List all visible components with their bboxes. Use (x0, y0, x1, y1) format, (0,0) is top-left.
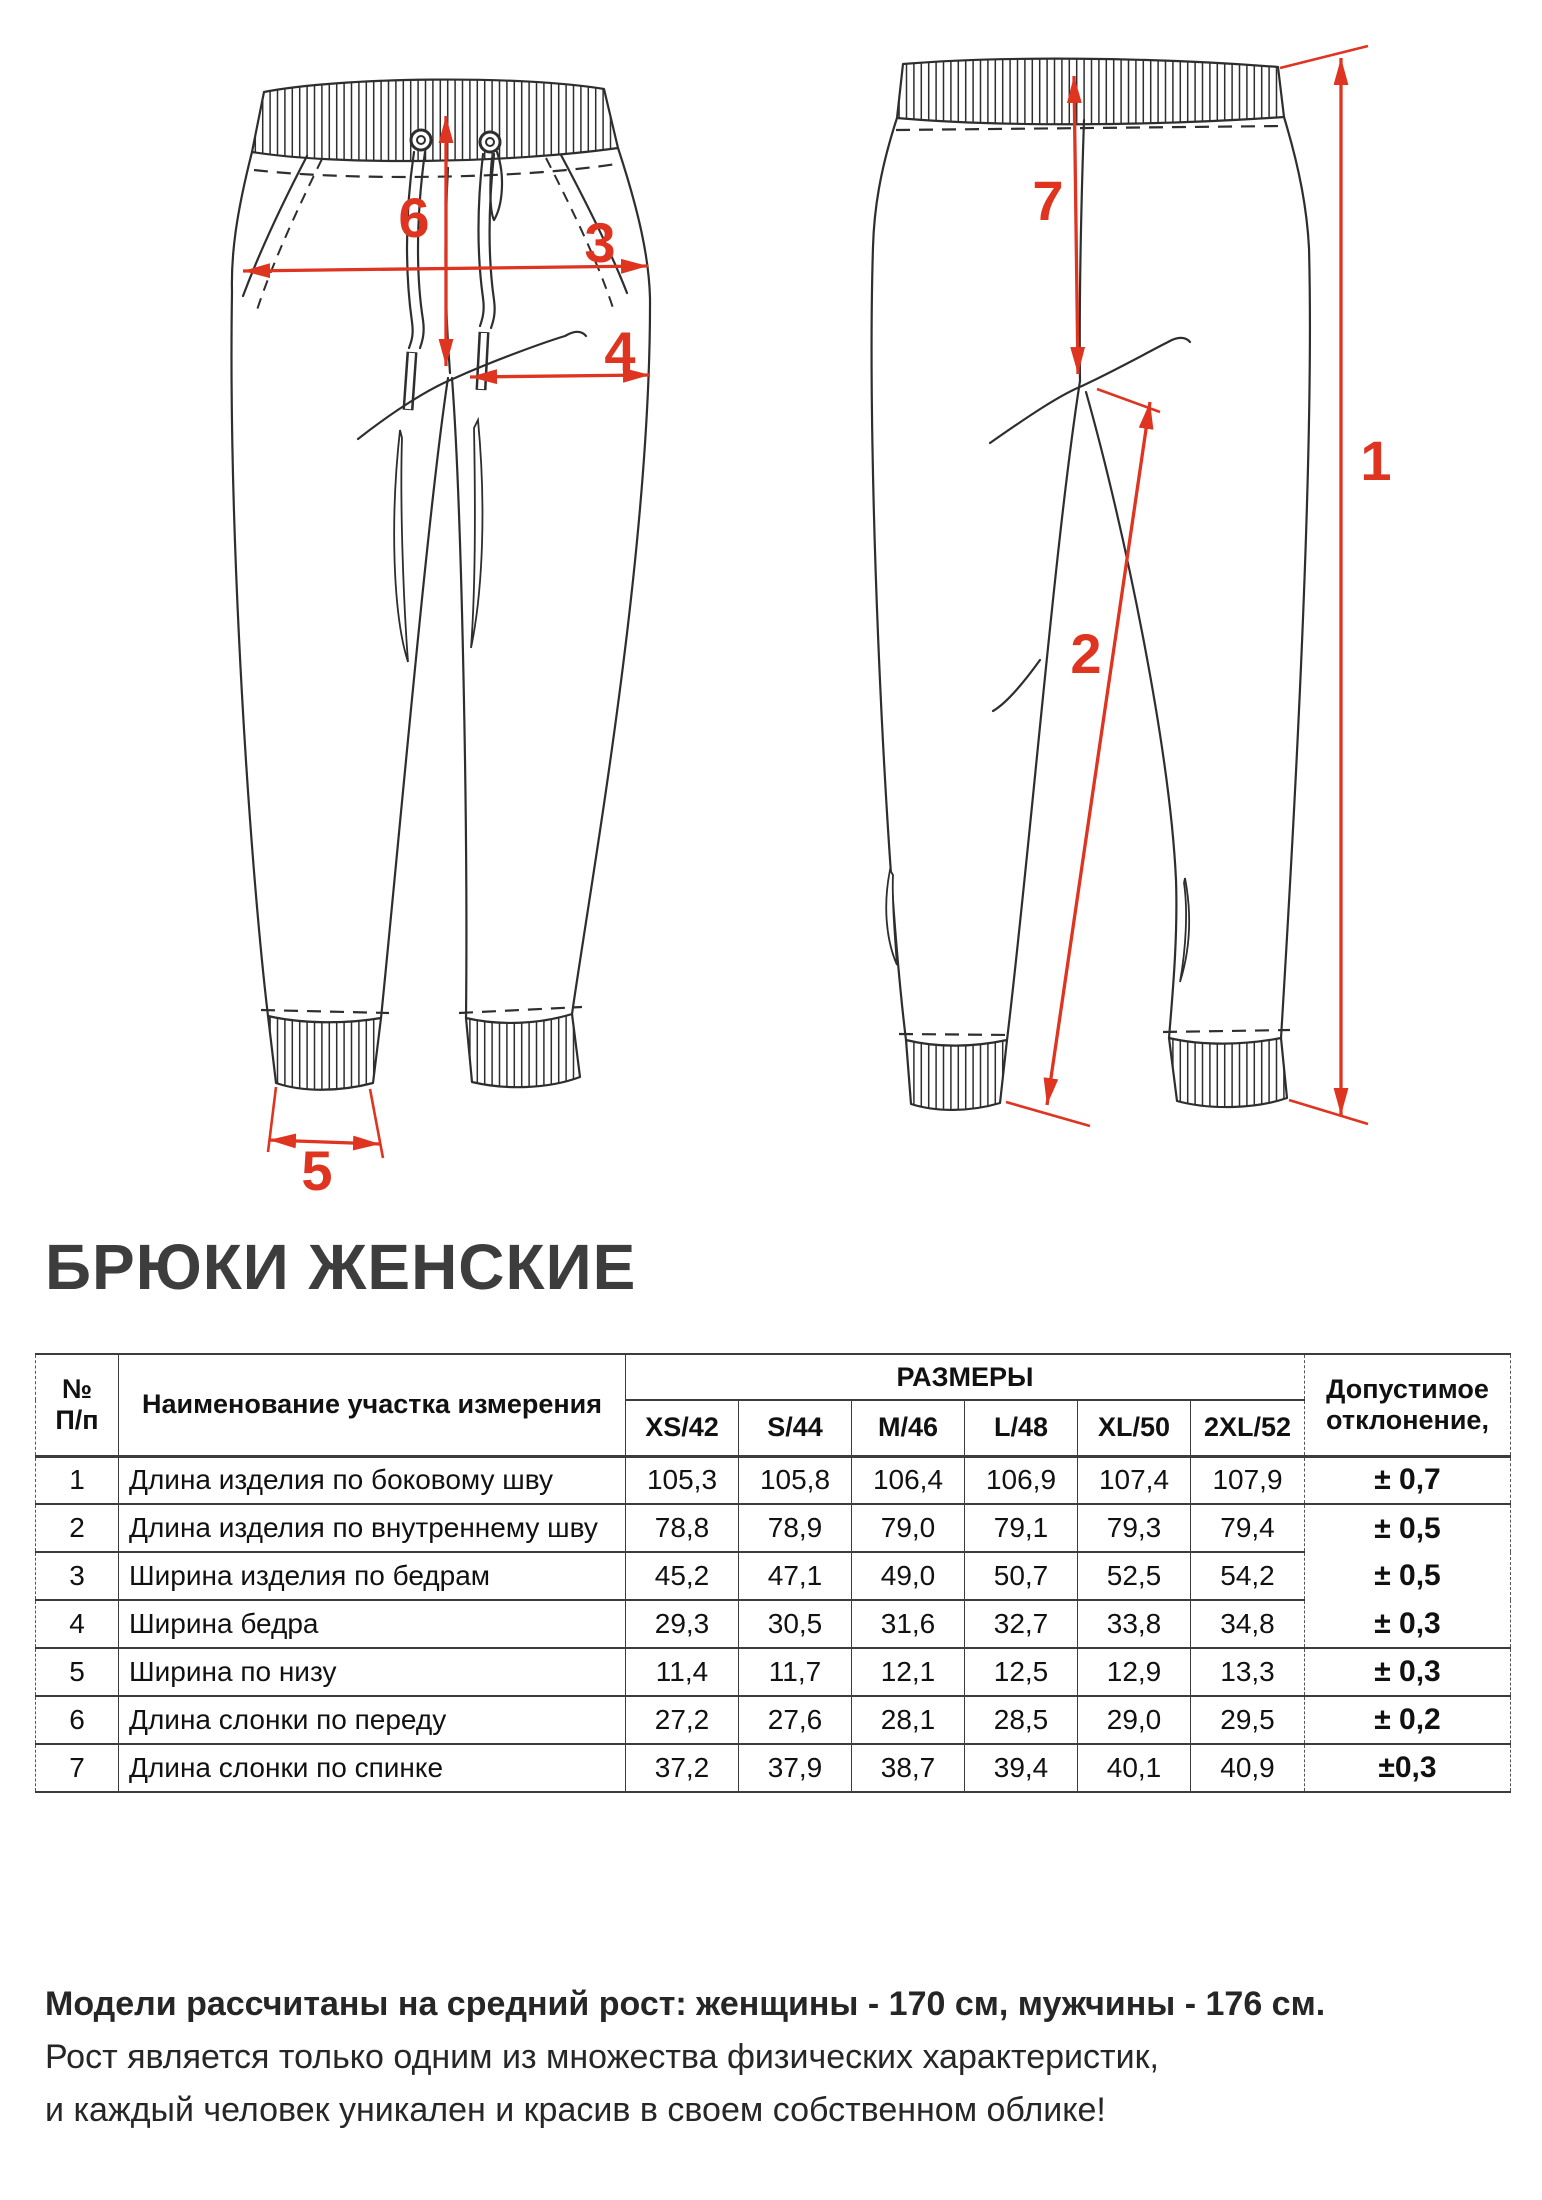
table-row (36, 1600, 1511, 1648)
cell-value: 47,1 (739, 1552, 852, 1600)
back-left-inseam (1007, 381, 1080, 1040)
cell-num: 5 (36, 1648, 119, 1696)
dim-label-2: 2 (1070, 622, 1102, 685)
cell-value: 79,1 (965, 1504, 1078, 1552)
num-sub: П/п (55, 1404, 99, 1435)
cell-value: 107,9 (1191, 1456, 1305, 1504)
front-crotch-wrinkle (358, 332, 586, 439)
table-row (36, 1552, 1511, 1600)
col-header-deviation: Допустимое отклонение, (1305, 1354, 1511, 1456)
cell-value: 38,7 (852, 1744, 965, 1792)
cell-value: 31,6 (852, 1600, 965, 1648)
table-header-row-1 (36, 1354, 1511, 1400)
front-left-side-seam (232, 152, 268, 1016)
cell-value: 32,7 (965, 1600, 1078, 1648)
cell-value: 34,8 (1191, 1600, 1305, 1648)
front-left-pocket-stitch (257, 159, 322, 310)
drawstring-right (478, 152, 502, 390)
back-left-cuff (906, 1040, 1007, 1110)
cell-value: 49,0 (852, 1552, 965, 1600)
cell-num: 6 (36, 1696, 119, 1744)
cell-deviation: ± 0,2 (1305, 1696, 1511, 1744)
cell-value: 30,5 (739, 1600, 852, 1648)
col-header-size-s: S/44 (739, 1400, 852, 1456)
front-left-cuff-stitch (261, 1010, 389, 1013)
page-title: БРЮКИ ЖЕНСКИЕ (45, 1231, 637, 1303)
back-crotch-wrinkle (990, 338, 1190, 443)
footer-note (45, 1978, 1495, 2137)
col-header-sizes: РАЗМЕРЫ (626, 1354, 1305, 1400)
cell-value: 27,2 (626, 1696, 739, 1744)
cell-name: Длина изделия по боковому шву (119, 1456, 626, 1504)
dim-label-6: 6 (398, 186, 430, 249)
cell-value: 105,8 (739, 1456, 852, 1504)
dim-label-4: 4 (604, 320, 636, 383)
cell-deviation: ± 0,5 (1305, 1552, 1511, 1600)
cell-value: 106,9 (965, 1456, 1078, 1504)
back-left-calf-fold (886, 870, 897, 965)
cell-name: Длина слонки по спинке (119, 1744, 626, 1792)
col-header-size-xl: XL/50 (1078, 1400, 1191, 1456)
cell-value: 12,9 (1078, 1648, 1191, 1696)
cell-name: Ширина изделия по бедрам (119, 1552, 626, 1600)
cell-value: 79,4 (1191, 1504, 1305, 1552)
dim-label-7: 7 (1032, 169, 1064, 232)
cell-deviation: ± 0,7 (1305, 1456, 1511, 1504)
cell-value: 33,8 (1078, 1600, 1191, 1648)
table-row (36, 1504, 1511, 1552)
back-right-cuff-stitch (1163, 1030, 1290, 1032)
cell-value: 40,9 (1191, 1744, 1305, 1792)
cell-name: Ширина по низу (119, 1648, 626, 1696)
back-left-cuff-stitch (899, 1034, 1014, 1035)
col-header-size-m: M/46 (852, 1400, 965, 1456)
cell-deviation: ± 0,3 (1305, 1600, 1511, 1648)
cell-num: 2 (36, 1504, 119, 1552)
cell-value: 13,3 (1191, 1648, 1305, 1696)
cell-name: Длина слонки по переду (119, 1696, 626, 1744)
front-left-cuff (268, 1016, 381, 1090)
back-center-seam (1080, 120, 1084, 381)
eyelet-right-hole (486, 138, 494, 146)
cell-value: 39,4 (965, 1744, 1078, 1792)
col-header-name: Наименование участка измерения (119, 1354, 626, 1456)
table-row (36, 1648, 1511, 1696)
front-waistband (252, 80, 618, 161)
col-header-num (36, 1354, 119, 1456)
cell-deviation: ± 0,5 (1305, 1504, 1511, 1552)
cell-value: 78,9 (739, 1504, 852, 1552)
cell-value: 52,5 (1078, 1552, 1191, 1600)
cell-value: 106,4 (852, 1456, 965, 1504)
back-right-calf-fold (1180, 878, 1189, 982)
cell-name: Ширина бедра (119, 1600, 626, 1648)
cell-num: 7 (36, 1744, 119, 1792)
back-waist-stitch (896, 126, 1284, 130)
cell-value: 105,3 (626, 1456, 739, 1504)
back-knee-wrinkle (993, 660, 1040, 711)
back-right-side-seam (1281, 117, 1310, 1038)
cell-value: 40,1 (1078, 1744, 1191, 1792)
cell-value: 79,0 (852, 1504, 965, 1552)
back-right-cuff (1169, 1038, 1287, 1107)
cell-value: 78,8 (626, 1504, 739, 1552)
footer-line-1: Модели рассчитаны на средний рост: женщины - 170 см, мужчины - 176 см. (45, 1985, 1326, 2023)
front-right-inseam (452, 378, 466, 1018)
dim-5-extension-left (268, 1087, 276, 1152)
cell-deviation: ±0,3 (1305, 1744, 1511, 1792)
front-left-pocket-edge (243, 156, 307, 296)
cell-value: 54,2 (1191, 1552, 1305, 1600)
dim-label-3: 3 (584, 211, 616, 274)
front-right-knee-fold (471, 420, 482, 648)
cell-value: 29,3 (626, 1600, 739, 1648)
front-waist-stitch (254, 164, 616, 177)
back-right-inseam (1086, 392, 1176, 1038)
cell-value: 28,1 (852, 1696, 965, 1744)
cell-num: 4 (36, 1600, 119, 1648)
front-view (232, 80, 650, 1202)
dim-2-extension-bottom (1006, 1102, 1090, 1126)
cell-num: 1 (36, 1456, 119, 1504)
num-sign: № (61, 1373, 93, 1404)
front-left-knee-fold (394, 430, 408, 662)
cell-value: 79,3 (1078, 1504, 1191, 1552)
cell-name: Длина изделия по внутреннему шву (119, 1504, 626, 1552)
cell-num: 3 (36, 1552, 119, 1600)
back-waistband (897, 59, 1284, 125)
dim-label-1: 1 (1360, 429, 1392, 492)
front-left-inseam (381, 378, 448, 1018)
cell-value: 11,7 (739, 1648, 852, 1696)
footer-line-2: Рост является только одним из множества физических характеристик, (45, 2038, 1159, 2076)
col-header-size-l: L/48 (965, 1400, 1078, 1456)
cell-value: 28,5 (965, 1696, 1078, 1744)
cell-value: 37,9 (739, 1744, 852, 1792)
cell-value: 12,1 (852, 1648, 965, 1696)
cell-value: 12,5 (965, 1648, 1078, 1696)
table-row (36, 1744, 1511, 1792)
back-view (872, 46, 1392, 1126)
cell-value: 50,7 (965, 1552, 1078, 1600)
table-row (36, 1456, 1511, 1504)
cell-value: 27,6 (739, 1696, 852, 1744)
dim-label-5: 5 (301, 1139, 333, 1202)
cell-value: 11,4 (626, 1648, 739, 1696)
col-header-size-xs: XS/42 (626, 1400, 739, 1456)
front-right-cuff-stitch (459, 1007, 582, 1013)
cell-deviation: ± 0,3 (1305, 1648, 1511, 1696)
footer-line-3: и каждый человек уникален и красив в своем собственном облике! (45, 2091, 1106, 2129)
dim-5-extension-right (370, 1089, 383, 1158)
dim-1-extension-bottom (1289, 1100, 1368, 1124)
dim-1-extension-top (1280, 46, 1368, 68)
size-table (35, 1353, 1511, 1793)
cell-value: 29,5 (1191, 1696, 1305, 1744)
eyelet-left-hole (417, 136, 425, 144)
cell-value: 29,0 (1078, 1696, 1191, 1744)
col-header-size-2xl: 2XL/52 (1191, 1400, 1305, 1456)
table-row (36, 1696, 1511, 1744)
cell-value: 45,2 (626, 1552, 739, 1600)
cell-value: 107,4 (1078, 1456, 1191, 1504)
front-right-cuff (466, 1014, 580, 1087)
cell-value: 37,2 (626, 1744, 739, 1792)
front-right-side-seam (572, 148, 650, 1014)
